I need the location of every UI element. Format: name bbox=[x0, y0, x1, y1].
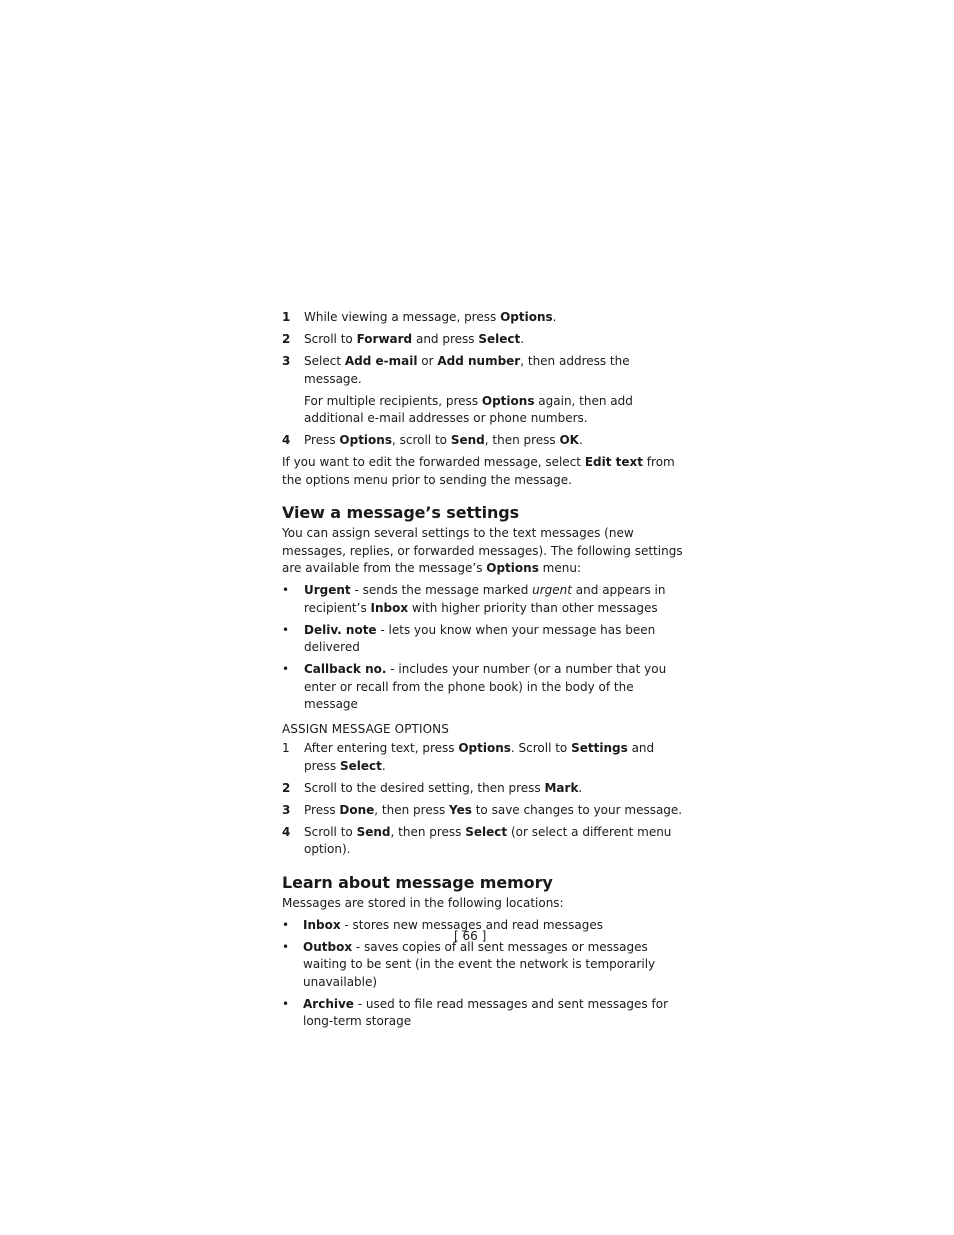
memory-bullet bbox=[282, 996, 686, 1031]
page-content bbox=[282, 309, 686, 1035]
settings-intro: You can assign several settings to the text messages (new messages, replies, or forwarded messages). The following settings are available from the message’s Options menu: bbox=[282, 526, 683, 575]
edit-text-note: If you want to edit the forwarded message, select Edit text from the options menu prior to sending the message. bbox=[282, 455, 675, 487]
settings-bullet-list bbox=[282, 582, 686, 714]
step-text: Select Add e-mail or Add number, then address the message. bbox=[304, 354, 630, 386]
forward-steps-list bbox=[282, 309, 686, 388]
step-number: 2 bbox=[282, 332, 291, 346]
bullet-text: Deliv. note - lets you know when your message has been delivered bbox=[304, 622, 656, 654]
assign-step bbox=[282, 802, 686, 820]
assign-step bbox=[282, 824, 686, 859]
step-text: After entering text, press Options. Scroll to Settings and press Select. bbox=[304, 741, 655, 773]
section-title-memory: Learn about message memory bbox=[282, 872, 553, 892]
bullet-dot-icon: • bbox=[282, 917, 290, 932]
bullet-dot-icon: • bbox=[282, 996, 290, 1011]
step-text: Press Options, scroll to Send, then press OK. bbox=[304, 433, 583, 447]
settings-bullet bbox=[282, 622, 686, 657]
settings-bullet bbox=[282, 582, 686, 617]
subsection-title-assign: ASSIGN MESSAGE OPTIONS bbox=[282, 721, 449, 736]
step-text: Scroll to Send, then press Select (or select a different menu option). bbox=[304, 824, 672, 856]
step-text: Press Done, then press Yes to save changes to your message. bbox=[304, 802, 683, 817]
step-number: 3 bbox=[282, 354, 291, 368]
bullet-dot-icon: • bbox=[282, 662, 290, 676]
bullet-text: Urgent - sends the message marked urgent and appears in recipient’s Inbox with higher priority than other messages bbox=[304, 583, 666, 615]
bullet-dot-icon: • bbox=[282, 939, 290, 954]
step-number: 1 bbox=[282, 741, 290, 755]
bullet-text: Callback no. - includes your number (or a number that you enter or recall from the phone book) in the body of the message bbox=[304, 662, 667, 711]
bullet-text: Inbox - stores new messages and read messages bbox=[303, 917, 603, 932]
forward-step bbox=[282, 432, 686, 450]
forward-step bbox=[282, 331, 686, 349]
forward-step-4 bbox=[282, 432, 686, 450]
bullet-text: Archive - used to file read messages and sent messages for long-term storage bbox=[303, 996, 668, 1028]
bullet-dot-icon: • bbox=[282, 622, 290, 637]
bullet-text: Outbox - saves copies of all sent messages or messages waiting to be sent (in the event the network is temporarily unavailable) bbox=[303, 939, 656, 989]
step-number: 2 bbox=[282, 780, 291, 795]
section-title-settings: View a message’s settings bbox=[282, 503, 520, 522]
assign-step bbox=[282, 780, 686, 798]
step-text: Scroll to Forward and press Select. bbox=[304, 332, 525, 346]
memory-intro: Messages are stored in the following locations: bbox=[282, 895, 564, 910]
step-text: Scroll to the desired setting, then press Mark. bbox=[304, 780, 583, 795]
settings-bullet bbox=[282, 661, 686, 714]
memory-bullet bbox=[282, 939, 686, 992]
forward-step bbox=[282, 353, 686, 388]
step-number: 4 bbox=[282, 433, 291, 447]
step-number: 1 bbox=[282, 310, 291, 324]
page-number: [ 66 ] bbox=[454, 929, 487, 943]
step-number: 3 bbox=[282, 802, 291, 817]
step-text: While viewing a message, press Options. bbox=[304, 310, 557, 324]
bullet-dot-icon: • bbox=[282, 583, 290, 597]
assign-steps-list bbox=[282, 740, 686, 859]
step3-note: For multiple recipients, press Options again, then add additional e-mail addresses or phone numbers. bbox=[304, 393, 633, 425]
step-number: 4 bbox=[282, 824, 291, 839]
assign-step bbox=[282, 740, 686, 775]
forward-step bbox=[282, 309, 686, 327]
